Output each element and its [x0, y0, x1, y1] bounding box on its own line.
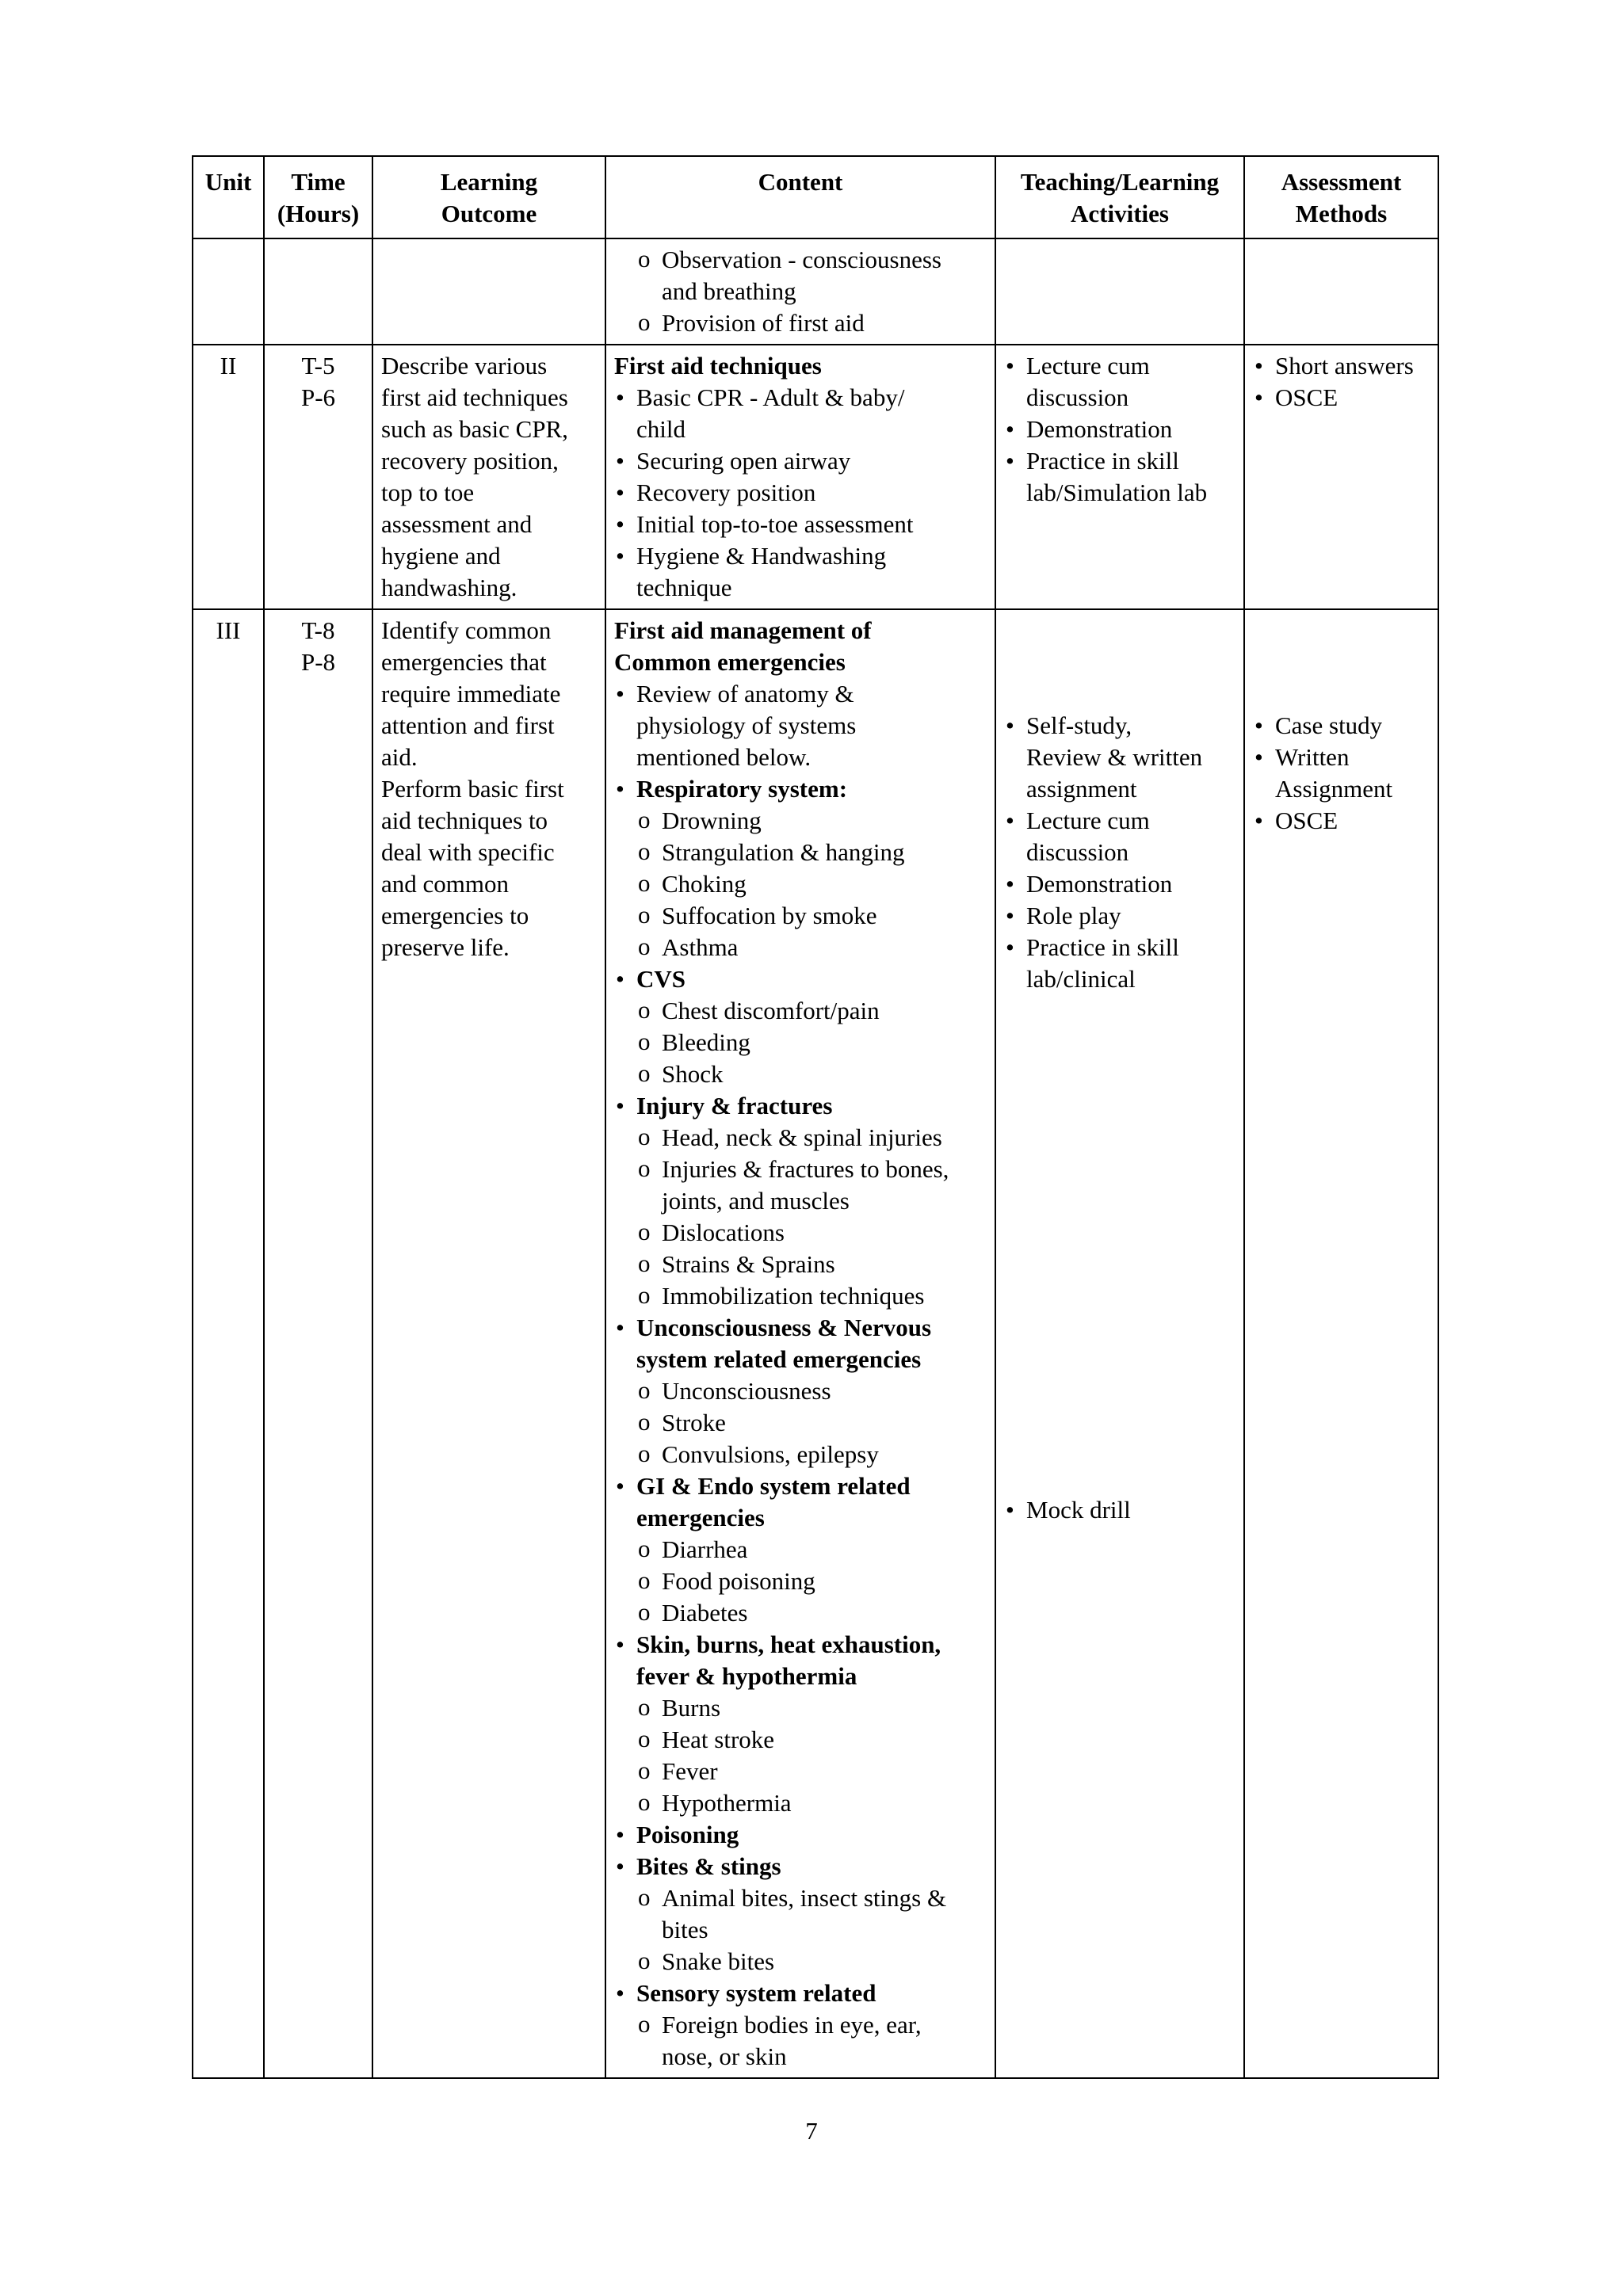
- activities-list: [1004, 615, 1235, 995]
- list-item: o Unconsciousness: [614, 1375, 987, 1407]
- list-item: o Observation - consciousness and breathing: [614, 244, 987, 307]
- activities-cell: [995, 238, 1244, 345]
- time-cell: T-8 P-8: [264, 609, 372, 2078]
- content-title: First aid management of: [614, 616, 872, 644]
- list-item: • Poisoning: [614, 1819, 987, 1851]
- content-sublist: [614, 805, 987, 963]
- list-item: o Strangulation & hanging: [614, 837, 987, 868]
- header-content: Content: [605, 156, 995, 238]
- activities-list-extra: [1004, 1494, 1235, 1526]
- header-time: Time (Hours): [264, 156, 372, 238]
- list-item: • Mock drill: [1004, 1494, 1235, 1526]
- list-item: o Provision of first aid: [614, 307, 987, 339]
- list-item: o Asthma: [614, 932, 987, 963]
- content-sublist: [614, 1534, 987, 1629]
- list-item: • Practice in skill lab/clinical: [1004, 932, 1235, 995]
- list-item: • Recovery position: [614, 477, 987, 509]
- list-item: • OSCE: [1253, 382, 1430, 414]
- assessment-list: [1253, 615, 1430, 837]
- unit-cell: [193, 238, 264, 345]
- content-title: Common emergencies: [614, 648, 846, 676]
- list-item: o Fever: [614, 1756, 987, 1787]
- list-item: • Review of anatomy & physiology of systems mentioned below.: [614, 678, 987, 773]
- list-item: • Basic CPR - Adult & baby/ child: [614, 382, 987, 445]
- list-item: • Hygiene & Handwashing technique: [614, 540, 987, 604]
- list-item: o Diarrhea: [614, 1534, 987, 1566]
- content-sublist: [614, 244, 987, 339]
- page-number: 7: [805, 2117, 818, 2145]
- list-item: • Case study: [1253, 710, 1430, 742]
- table-row-unit-ii: [193, 345, 1438, 609]
- header-assessment: Assessment Methods: [1244, 156, 1438, 238]
- list-item: o Shock: [614, 1058, 987, 1090]
- list-item: • Bites & stings o Animal bites, insect stings & bites o Snake bites: [614, 1851, 987, 1978]
- content-sublist: [614, 1122, 987, 1312]
- outcome-cell: Describe various first aid techniques such as basic CPR, recovery position, top to toe assessment and hygiene and handwashing.: [372, 345, 605, 609]
- list-item: o Bleeding: [614, 1027, 987, 1058]
- content-sublist: [614, 995, 987, 1090]
- list-item: • Injury & fractures o Head, neck & spinal injuries o Injuries & fractures to bones, joints, and muscles o Dislocations o Strains & Sprains o Immobilization techniques: [614, 1090, 987, 1312]
- list-item: • Unconsciousness & Nervous system related emergencies o Unconsciousness o Stroke o Convulsions, epilepsy: [614, 1312, 987, 1470]
- list-item: o Drowning: [614, 805, 987, 837]
- unit-cell: II: [193, 345, 264, 609]
- list-item: • Lecture cum discussion: [1004, 350, 1235, 414]
- list-item: o Chest discomfort/pain: [614, 995, 987, 1027]
- content-cell: [605, 345, 995, 609]
- content-list: [614, 678, 987, 2073]
- list-item: o Heat stroke: [614, 1724, 987, 1756]
- list-item: • Skin, burns, heat exhaustion, fever & hypothermia o Burns o Heat stroke o Fever o Hypothermia: [614, 1629, 987, 1819]
- list-item: • Respiratory system: o Drowning o Strangulation & hanging o Choking o Suffocation by smoke o Asthma: [614, 773, 987, 963]
- list-item: o Choking: [614, 868, 987, 900]
- list-item: • Practice in skill lab/Simulation lab: [1004, 445, 1235, 509]
- content-cell: [605, 238, 995, 345]
- activities-list: [1004, 350, 1235, 509]
- list-item: • Written Assignment: [1253, 742, 1430, 805]
- table-header-row: [193, 156, 1438, 238]
- outcome-cell: [372, 238, 605, 345]
- list-item: o Injuries & fractures to bones, joints, and muscles: [614, 1154, 987, 1217]
- list-item: o Stroke: [614, 1407, 987, 1439]
- syllabus-page: [192, 155, 1438, 2079]
- list-item: o Immobilization techniques: [614, 1280, 987, 1312]
- content-cell: [605, 609, 995, 2078]
- list-item: o Snake bites: [614, 1946, 987, 1978]
- list-item: o Diabetes: [614, 1597, 987, 1629]
- header-learning-outcome: Learning Outcome: [372, 156, 605, 238]
- content-title: First aid techniques: [614, 352, 822, 379]
- list-item: o Convulsions, epilepsy: [614, 1439, 987, 1470]
- content-sublist: [614, 2009, 987, 2073]
- list-item: • GI & Endo system related emergencies o Diarrhea o Food poisoning o Diabetes: [614, 1470, 987, 1629]
- header-activities: Teaching/Learning Activities: [995, 156, 1244, 238]
- content-list: [614, 382, 987, 604]
- list-item: o Suffocation by smoke: [614, 900, 987, 932]
- list-item: o Hypothermia: [614, 1787, 987, 1819]
- list-item: • Demonstration: [1004, 414, 1235, 445]
- syllabus-table: [192, 155, 1439, 2079]
- list-item: o Dislocations: [614, 1217, 987, 1249]
- table-row-unit-iii: [193, 609, 1438, 2078]
- list-item: o Burns: [614, 1692, 987, 1724]
- time-cell: [264, 238, 372, 345]
- outcome-cell: Identify common emergencies that require immediate attention and first aid. Perform basic first aid techniques to deal with specific and common emergencies to preserve life.: [372, 609, 605, 2078]
- unit-cell: III: [193, 609, 264, 2078]
- list-item: • Securing open airway: [614, 445, 987, 477]
- content-sublist: [614, 1882, 987, 1978]
- list-item: o Animal bites, insect stings & bites: [614, 1882, 987, 1946]
- list-item: o Foreign bodies in eye, ear, nose, or skin: [614, 2009, 987, 2073]
- list-item: o Food poisoning: [614, 1566, 987, 1597]
- content-sublist: [614, 1375, 987, 1470]
- list-item: • Self-study, Review & written assignment: [1004, 710, 1235, 805]
- activities-cell: [995, 345, 1244, 609]
- time-cell: T-5 P-6: [264, 345, 372, 609]
- assessment-list: [1253, 350, 1430, 414]
- list-item: • CVS o Chest discomfort/pain o Bleeding o Shock: [614, 963, 987, 1090]
- list-item: • Sensory system related o Foreign bodies in eye, ear, nose, or skin: [614, 1978, 987, 2073]
- list-item: o Head, neck & spinal injuries: [614, 1122, 987, 1154]
- list-item: • Demonstration: [1004, 868, 1235, 900]
- assessment-cell: [1244, 609, 1438, 2078]
- list-item: o Strains & Sprains: [614, 1249, 987, 1280]
- assessment-cell: [1244, 345, 1438, 609]
- header-unit: Unit: [193, 156, 264, 238]
- list-item: • Initial top-to-toe assessment: [614, 509, 987, 540]
- list-item: • Lecture cum discussion: [1004, 805, 1235, 868]
- table-row-continued: [193, 238, 1438, 345]
- content-sublist: [614, 1692, 987, 1819]
- list-item: • Role play: [1004, 900, 1235, 932]
- activities-cell: [995, 609, 1244, 2078]
- assessment-cell: [1244, 238, 1438, 345]
- list-item: • Short answers: [1253, 350, 1430, 382]
- list-item: • OSCE: [1253, 805, 1430, 837]
